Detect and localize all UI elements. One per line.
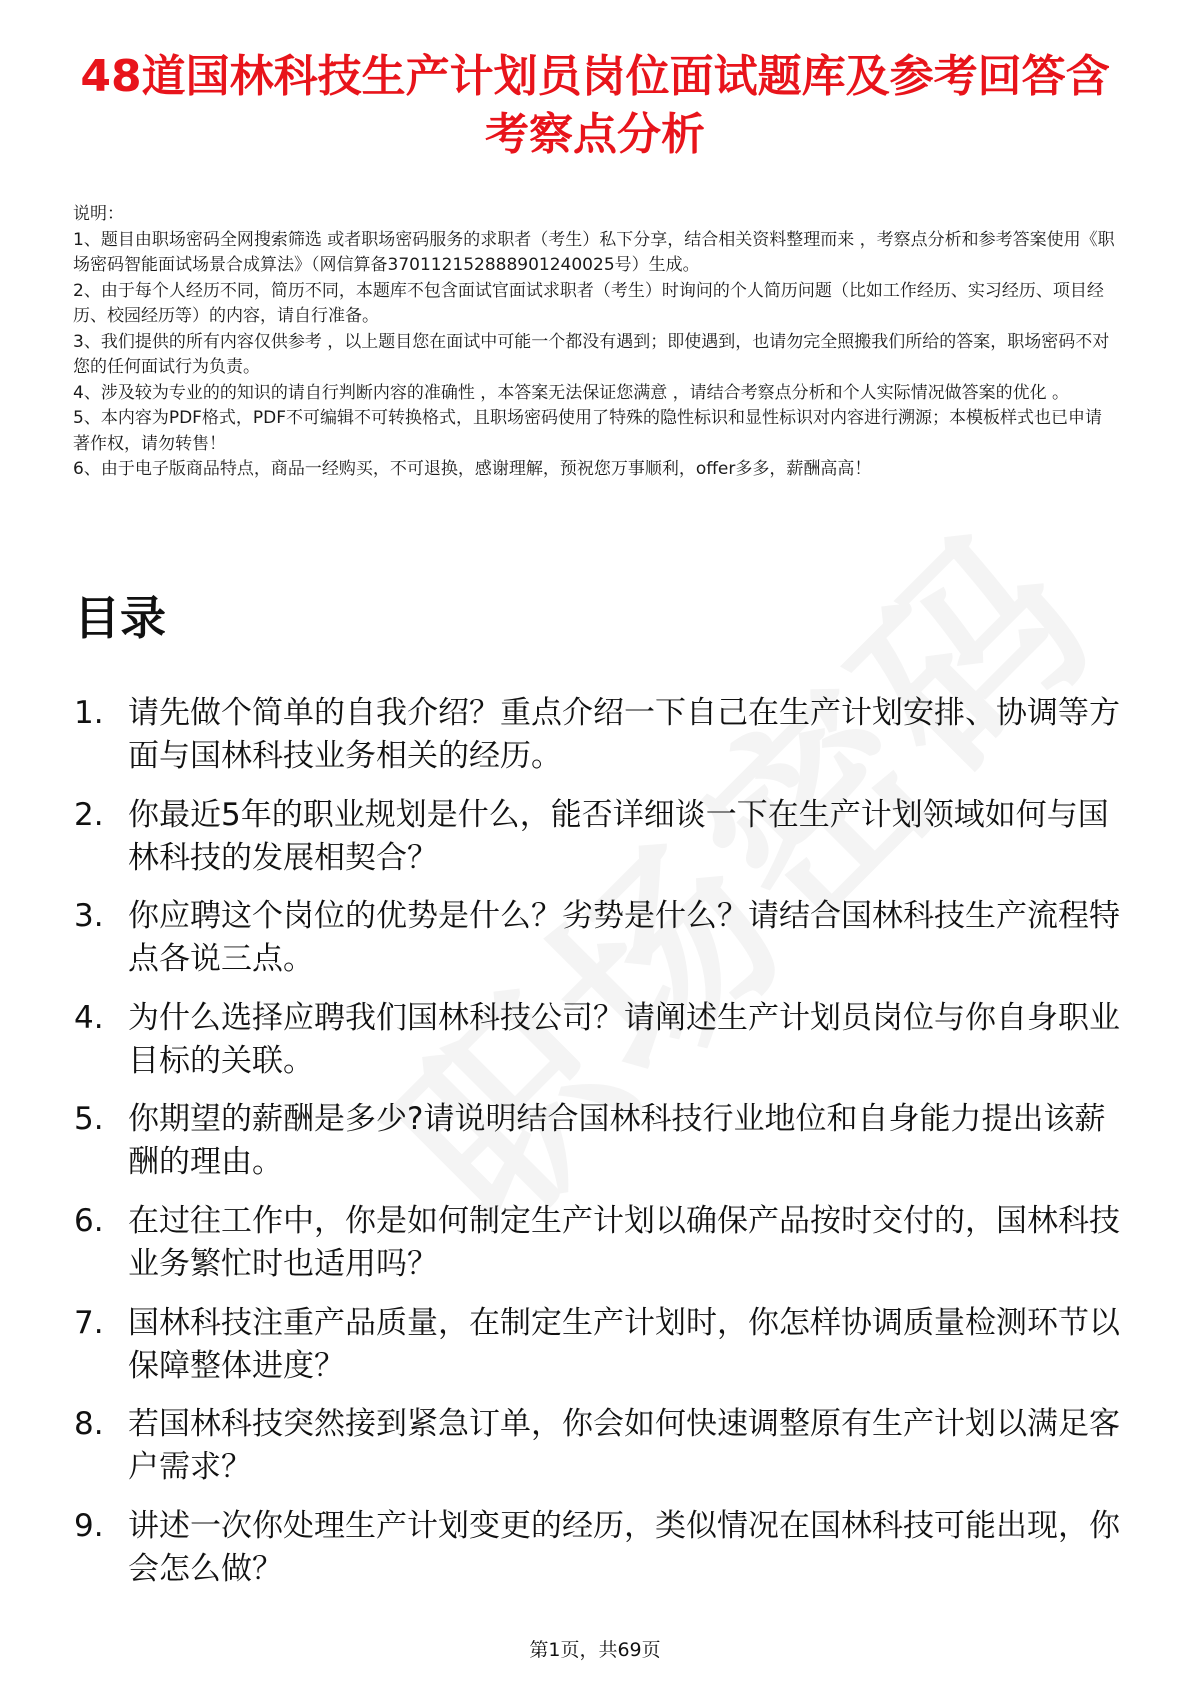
toc-item-number: 8. (74, 1406, 104, 1443)
toc-item-text: 讲述一次你处理生产计划变更的经历，类似情况在国林科技可能出现，你会怎么做？ (128, 1507, 1120, 1587)
toc-item-text: 为什么选择应聘我们国林科技公司？请阐述生产计划员岗位与你自身职业目标的关联。 (128, 999, 1120, 1079)
notes-section (73, 202, 1118, 483)
toc-item-text: 你最近5年的职业规划是什么，能否详细谈一下在生产计划领域如何与国林科技的发展相契合？ (128, 796, 1109, 876)
toc-item-number: 4. (74, 999, 104, 1036)
toc-item-number: 9. (74, 1507, 104, 1544)
toc-item[interactable] (74, 794, 1134, 880)
toc-item[interactable] (74, 1098, 1134, 1184)
toc-item-number: 6. (74, 1202, 104, 1239)
notes-heading: 说明： (73, 204, 124, 224)
note-item: 2、由于每个人经历不同，简历不同，本题库不包含面试官面试求职者（考生）时询问的个人简历问题（比如工作经历、实习经历、项目经历、校园经历等）的内容，请自行准备。 (73, 280, 1104, 326)
note-item: 1、题目由职场密码全网搜索筛选 或者职场密码服务的求职者（考生）私下分享，结合相关资料整理而来 ，考察点分析和参考答案使用《职场密码智能面试场景合成算法》（网信算备370112152888901240025号）生成。 (73, 229, 1115, 275)
note-item: 4、涉及较为专业的的知识的请自行判断内容的准确性 ，本答案无法保证您满意 ，请结合考察点分析和个人实际情况做答案的优化 。 (73, 382, 1070, 403)
toc-item[interactable] (74, 1302, 1134, 1388)
toc-item[interactable] (74, 1505, 1134, 1591)
toc-item-text: 你期望的薪酬是多少?请说明结合国林科技行业地位和自身能力提出该薪酬的理由。 (128, 1101, 1106, 1181)
toc-item[interactable] (74, 997, 1134, 1083)
toc-item[interactable] (74, 1200, 1134, 1286)
toc-item-number: 2. (74, 796, 104, 833)
toc-item-text: 请先做个简单的自我介绍？重点介绍一下自己在生产计划安排、协调等方面与国林科技业务相关的经历。 (128, 695, 1120, 774)
toc-item-number: 1. (74, 695, 104, 731)
note-item: 3、我们提供的所有内容仅供参考 ，以上题目您在面试中可能一个都没有遇到；即使遇到，也请勿完全照搬我们所给的答案，职场密码不对您的任何面试行为负责。 (73, 331, 1110, 377)
toc-item[interactable] (74, 1403, 1134, 1489)
toc-item-number: 5. (74, 1101, 104, 1138)
toc-item-text: 在过往工作中，你是如何制定生产计划以确保产品按时交付的，国林科技业务繁忙时也适用吗？ (128, 1202, 1120, 1282)
toc-item-text: 国林科技注重产品质量，在制定生产计划时，你怎样协调质量检测环节以保障整体进度？ (128, 1304, 1120, 1384)
document-title: 48道国林科技生产计划员岗位面试题库及参考回答含考察点分析 (80, 51, 1110, 160)
toc-list (74, 692, 1134, 1606)
toc-item-text: 若国林科技突然接到紧急订单，你会如何快速调整原有生产计划以满足客户需求？ (128, 1406, 1120, 1486)
note-item: 6、由于电子版商品特点，商品一经购买，不可退换，感谢理解，预祝您万事顺利，offer多多，薪酬高高！ (73, 459, 872, 479)
page-footer: 第1页，共69页 (529, 1639, 661, 1661)
toc-item-number: 3. (74, 898, 104, 935)
note-item: 5、本内容为PDF格式，PDF不可编辑不可转换格式，且职场密码使用了特殊的隐性标识和显性标识对内容进行溯源；本模板样式也已申请著作权，请勿转售！ (73, 408, 1103, 454)
toc-item-text: 你应聘这个岗位的优势是什么？劣势是什么？请结合国林科技生产流程特点各说三点。 (128, 898, 1120, 978)
toc-heading: 目录 (74, 591, 166, 645)
toc-item[interactable] (74, 895, 1134, 981)
toc-item[interactable] (74, 692, 1134, 778)
toc-item-number: 7. (74, 1304, 104, 1341)
